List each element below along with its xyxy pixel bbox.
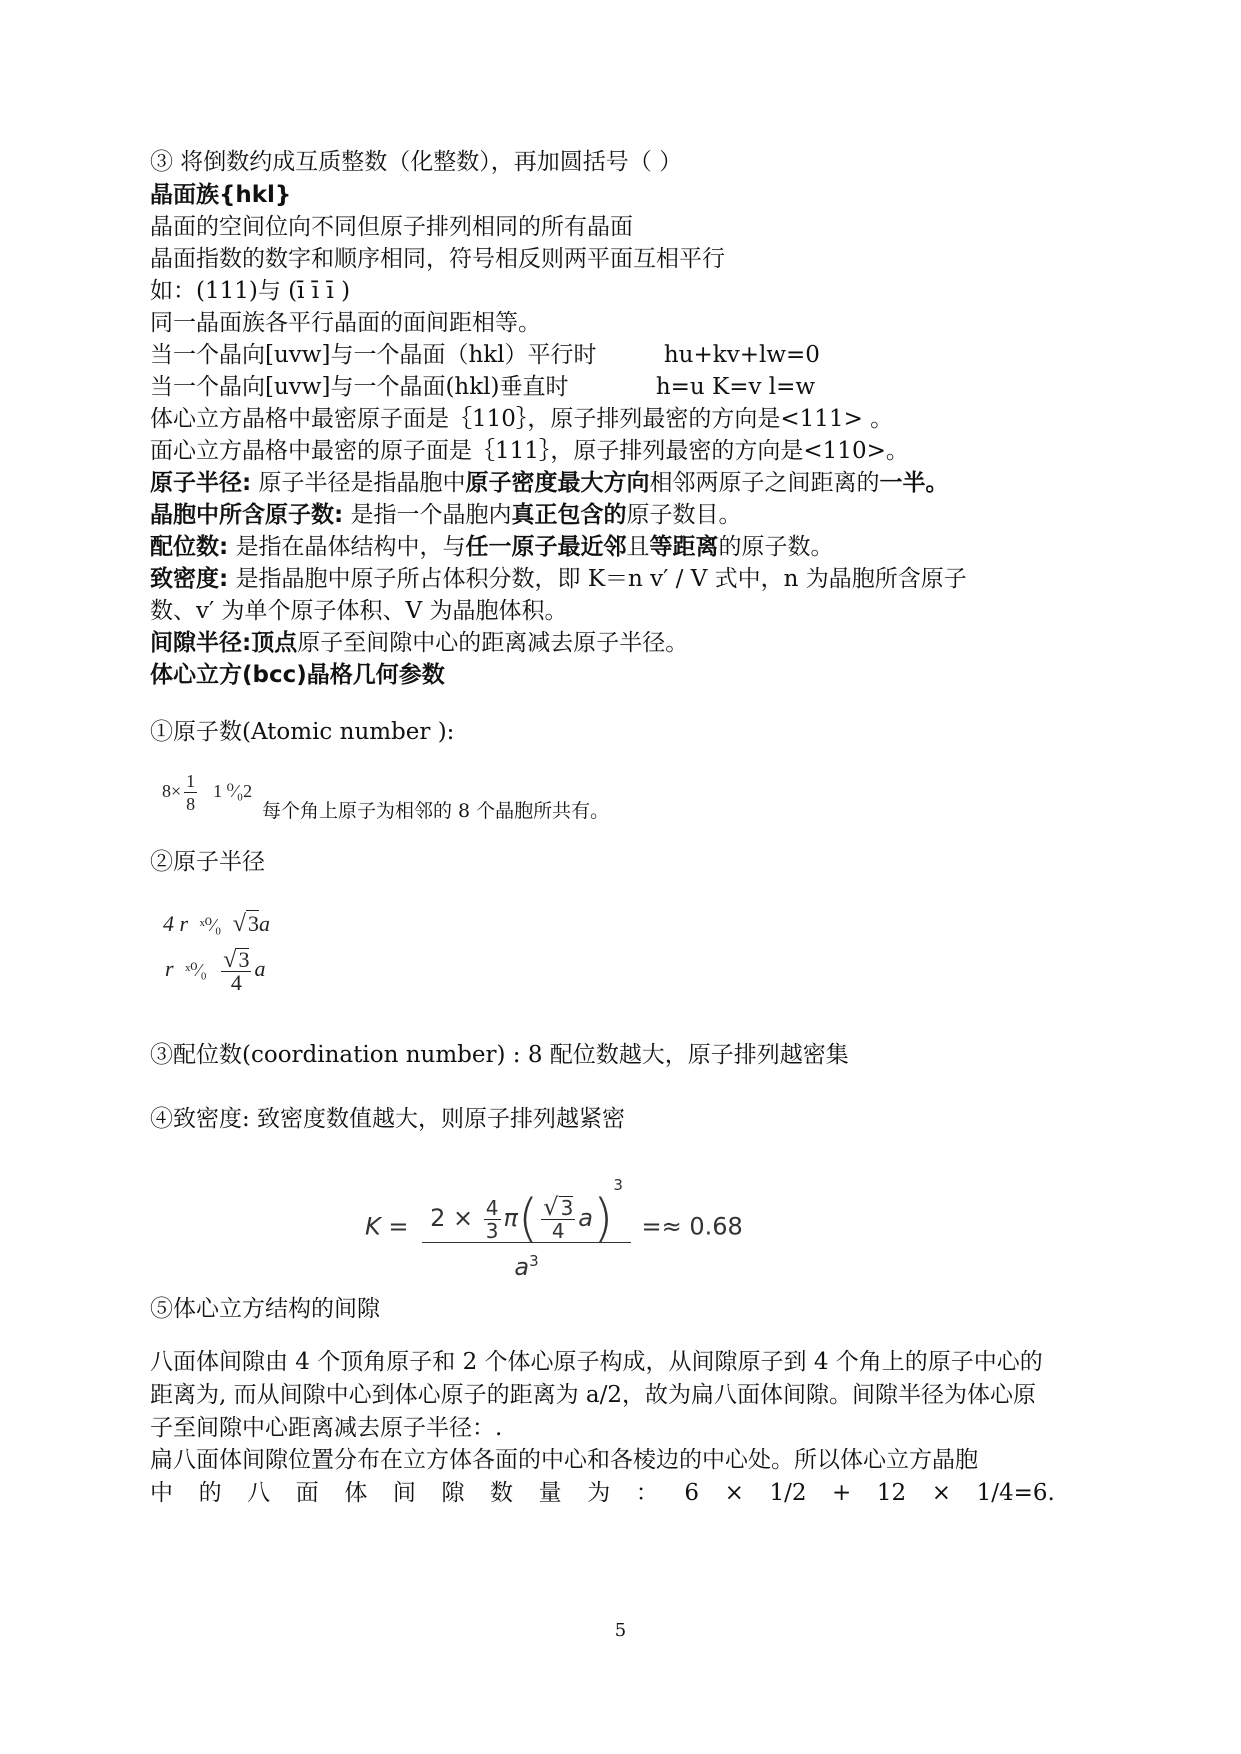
fraction [541, 1193, 575, 1243]
formula-atom-count [162, 770, 252, 815]
atoms-note: 每个角上原子为相邻的 8 个晶胞所共有。 [262, 800, 610, 822]
step-3-text: ③ 将倒数约成互质整数（化整数），再加圆括号（ ） [150, 149, 683, 175]
text: 是指晶胞中原子所占体积分数，即 K＝n v′ / V 式中，n 为晶胞所含原子 [228, 566, 967, 592]
formula-radius-1 [163, 910, 270, 938]
spread-word: 的 [198, 1480, 222, 1506]
parallel-condition: 当一个晶向[uvw]与一个晶面（hkl）平行时 [150, 342, 597, 368]
text-line: 数、v′ 为单个原子体积、V 为晶胞体积。 [150, 598, 568, 624]
paragraph-octahedral-count: 扁八面体间隙位置分布在立方体各面的中心和各棱边的中心处。所以体心立方晶胞 [150, 1447, 978, 1473]
text: 是指一个晶胞内 [343, 502, 512, 528]
text-line: 体心立方晶格中最密原子面是｛110｝，原子排列最密的方向是<111> 。 [150, 406, 894, 432]
term: 一半。 [879, 470, 949, 496]
fraction [484, 1197, 501, 1242]
formula-part: a [254, 956, 266, 982]
formula-part: a [514, 1253, 530, 1281]
def-atomic-radius [150, 468, 949, 498]
heading-plane-family: 晶面族{hkl} [150, 182, 292, 208]
formula-part: a [578, 1204, 594, 1232]
def-packing-factor [150, 564, 967, 594]
term: 间隙半径: [150, 630, 252, 656]
term: 晶胞中所含原子数: [150, 502, 344, 528]
spread-word: 八 [247, 1480, 271, 1506]
spread-word: 体 [344, 1480, 368, 1506]
item-atomic-radius: ②原子半径 [150, 849, 265, 875]
spread-word: ： [635, 1480, 659, 1506]
def-interstitial-radius [150, 628, 688, 658]
denominator: 4 [551, 1219, 565, 1243]
term: 等距离 [649, 534, 719, 560]
item-coordination-number: ③配位数(coordination number) : 8 配位数越大，原子排列越密集 [150, 1042, 849, 1068]
radicand: 3 [238, 947, 250, 972]
sqrt-icon: √ [543, 1193, 559, 1221]
text-line: 晶面的空间位向不同但原子排列相同的所有晶面 [150, 214, 633, 240]
term: 任一原子最近邻 [465, 534, 627, 560]
term: 原子半径: [150, 470, 252, 496]
term: 顶点 [251, 630, 298, 656]
def-coordination-number [150, 532, 834, 562]
spread-word: 量 [538, 1480, 562, 1506]
page-number: 5 [614, 1620, 627, 1641]
denominator: 4 [230, 970, 242, 995]
text-line [150, 340, 820, 370]
formula-part: 2 × [430, 1204, 474, 1232]
item-atomic-number: ①原子数(Atomic number ): [150, 719, 455, 745]
spread-word: 隙 [441, 1480, 465, 1506]
spread-word: 中 [150, 1480, 173, 1506]
formula-part: K = [365, 1212, 409, 1241]
perpendicular-condition: 当一个晶向[uvw]与一个晶面(hkl)垂直时 [150, 374, 569, 400]
spread-word: 1/4=6. [976, 1480, 1055, 1506]
text-line [150, 372, 815, 402]
text: 的原子数。 [718, 534, 834, 560]
text: 原子数目。 [626, 502, 742, 528]
text: 原子半径是指晶胞中 [251, 470, 466, 496]
numerator: 4 [485, 1195, 499, 1220]
spread-word: 间 [392, 1480, 416, 1506]
spread-word: × [931, 1480, 952, 1506]
term: 配位数: [150, 534, 229, 560]
term: 真正包含的 [511, 502, 627, 528]
spread-word: + [832, 1480, 852, 1506]
exponent: 3 [613, 1176, 623, 1194]
spread-word: × [724, 1480, 744, 1506]
heading-bcc-parameters: 体心立方(bcc)晶格几何参数 [150, 662, 445, 688]
text: 原子至间隙中心的距离减去原子半径。 [297, 630, 689, 656]
text-line: 如：(111)与 (ī ī ī ) [150, 278, 351, 304]
item-packing-factor: ④致密度: 致密度数值越大，则原子排列越紧密 [150, 1106, 626, 1132]
formula-radius-2 [165, 948, 265, 994]
text: 是指在晶体结构中，与 [228, 534, 466, 560]
spread-word: 6 [684, 1480, 699, 1506]
paragraph-octahedral: 八面体间隙由 4 个顶角原子和 2 个体心原子构成，从间隙原子到 4 个角上的原子中心的距离为, 而从间隙中心到体心原子的距离为 a/2，故为扁八面体间隙。间隙半径为体心原子至间隙中心距离减去原子半径：. [150, 1349, 1043, 1441]
numerator [221, 948, 251, 972]
formula-packing-factor [365, 1168, 743, 1285]
formula-result: =≈ 0.68 [641, 1212, 743, 1241]
fraction [221, 948, 251, 994]
formula-part: ˣ⁰⁄₀ [185, 960, 207, 981]
radicand: 3 [560, 1196, 574, 1220]
text-line: 面心立方晶格中最密的原子面是｛111｝，原子排列最密的方向是<110>。 [150, 438, 909, 464]
spread-word: 数 [490, 1480, 514, 1506]
numerator: 1 [186, 771, 196, 791]
def-atoms-per-cell [150, 500, 742, 530]
octahedral-count-formula [150, 1478, 1055, 1508]
spread-word: 为 [587, 1480, 611, 1506]
fraction [184, 770, 197, 815]
text: 相邻两原子之间距离的 [649, 470, 880, 496]
formula-part: r [165, 956, 174, 982]
formula-part: ˣ⁰⁄₀ [199, 915, 222, 935]
sqrt-icon: √ [232, 911, 246, 937]
text: 且 [626, 534, 650, 560]
formula-part: π [503, 1204, 518, 1232]
exponent: 3 [529, 1252, 539, 1270]
formula-part: 4 r [163, 911, 189, 936]
formula-part: a [258, 911, 270, 936]
numerator [541, 1193, 575, 1221]
numerator [422, 1168, 631, 1249]
denominator: 8 [186, 794, 196, 814]
text-line: 晶面指数的数字和顺序相同，符号相反则两平面互相平行 [150, 246, 725, 272]
text-line: 同一晶面族各平行晶面的面间距相等。 [150, 310, 541, 336]
denominator [422, 1243, 631, 1285]
item-bcc-interstices: ⑤体心立方结构的间隙 [150, 1296, 380, 1322]
parallel-formula: hu+kv+lw=0 [663, 342, 820, 368]
term: 致密度: [150, 566, 229, 592]
fraction [422, 1168, 631, 1285]
spread-word: 面 [295, 1480, 319, 1506]
denominator: 3 [485, 1218, 499, 1243]
perpendicular-formula: h=u K=v l=w [655, 374, 816, 400]
formula-part: 8× [162, 781, 182, 802]
spread-word: 1/2 [769, 1480, 807, 1506]
sqrt-icon: √ [223, 947, 237, 973]
paren-icon: ( [517, 1189, 539, 1249]
spread-word: 12 [876, 1480, 907, 1506]
formula-part: 1 ⁰⁄₀2 [213, 781, 253, 802]
paren-icon: ) [593, 1189, 614, 1249]
term: 原子密度最大方向 [465, 470, 650, 496]
radicand: 3 [247, 911, 259, 936]
